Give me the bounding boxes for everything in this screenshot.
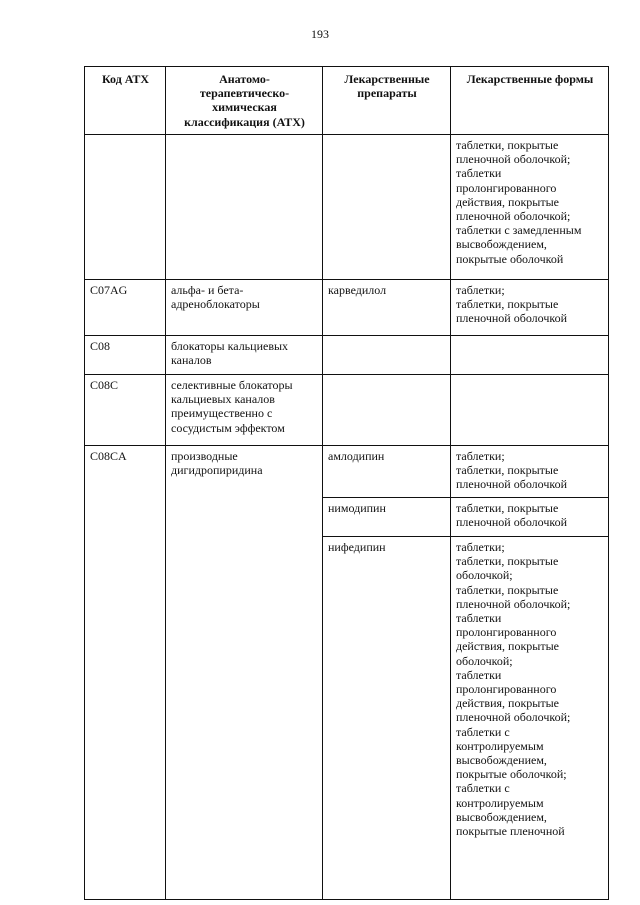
cell-drug: амлодипин bbox=[323, 446, 451, 498]
cell-classification: производные дигидропиридина bbox=[166, 446, 323, 900]
cell-drug bbox=[323, 336, 451, 375]
cell-classification: альфа- и бета- адреноблокаторы bbox=[166, 280, 323, 336]
cell-classification: селективные блокаторы кальциевых каналов преимущественно с сосудистым эффектом bbox=[166, 375, 323, 446]
cell-drug bbox=[323, 135, 451, 280]
header-forms: Лекарственные формы bbox=[451, 67, 609, 135]
table-header-row bbox=[85, 67, 609, 135]
cell-drug: нифедипин bbox=[323, 537, 451, 900]
header-classification: Анатомо- терапевтическо- химическая классификация (АТХ) bbox=[166, 67, 323, 135]
page-number: 193 bbox=[311, 27, 329, 41]
cell-forms bbox=[451, 375, 609, 446]
table-row bbox=[85, 336, 609, 375]
table-row bbox=[85, 135, 609, 280]
cell-code: C08CA bbox=[85, 446, 166, 900]
cell-drug: карведилол bbox=[323, 280, 451, 336]
cell-forms: таблетки, покрытые пленочной оболочкой bbox=[451, 498, 609, 537]
table-row bbox=[85, 375, 609, 446]
cell-classification: блокаторы кальциевых каналов bbox=[166, 336, 323, 375]
cell-forms: таблетки; таблетки, покрытые пленочной оболочкой bbox=[451, 280, 609, 336]
cell-code: C07AG bbox=[85, 280, 166, 336]
atx-table bbox=[84, 66, 609, 900]
header-code: Код АТХ bbox=[85, 67, 166, 135]
table-row bbox=[85, 280, 609, 336]
cell-code bbox=[85, 135, 166, 280]
cell-code: C08C bbox=[85, 375, 166, 446]
cell-drug: нимодипин bbox=[323, 498, 451, 537]
cell-classification bbox=[166, 135, 323, 280]
cell-forms bbox=[451, 336, 609, 375]
cell-forms: таблетки, покрытые пленочной оболочкой; таблетки пролонгированного действия, покрытые пленочной оболочкой; таблетки с замедленным высвобождением, покрытые оболочкой bbox=[451, 135, 609, 280]
cell-code: C08 bbox=[85, 336, 166, 375]
cell-forms: таблетки; таблетки, покрытые оболочкой; таблетки, покрытые пленочной оболочкой; таблетки пролонгированного действия, покрытые оболочкой; таблетки пролонгированного действия, покрытые пленочной оболочкой; таблетки с контролируемым высвобождением, покрытые оболочкой; таблетки с контролируемым высвобождением, покрытые пленочной bbox=[451, 537, 609, 900]
cell-drug bbox=[323, 375, 451, 446]
header-drugs: Лекарственные препараты bbox=[323, 67, 451, 135]
cell-forms: таблетки; таблетки, покрытые пленочной оболочкой bbox=[451, 446, 609, 498]
table-row bbox=[85, 446, 609, 498]
